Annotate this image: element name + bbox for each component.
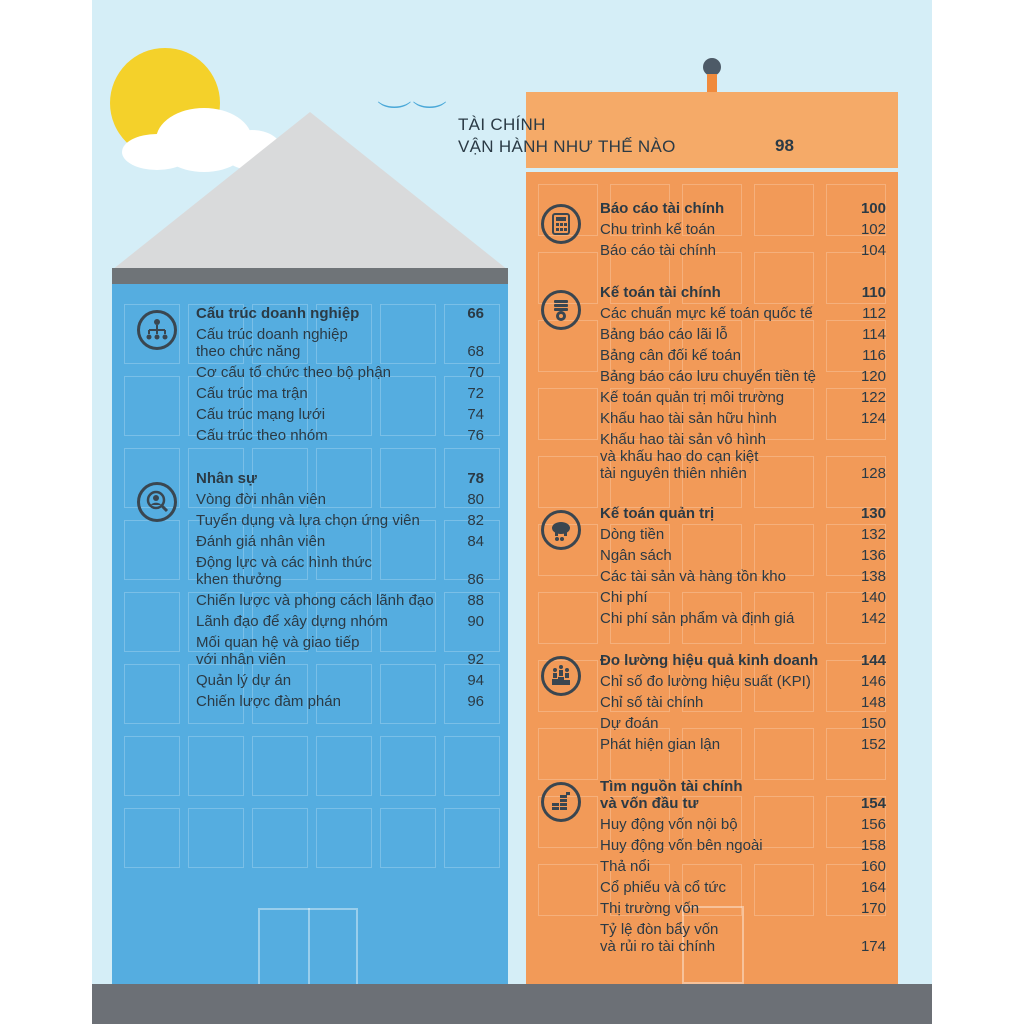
- toc-entry: [600, 326, 886, 343]
- calculator-icon: [541, 204, 581, 244]
- building-door-split: [308, 908, 310, 988]
- window-pane: [538, 864, 598, 916]
- toc-entry-page: 120: [860, 368, 886, 385]
- window-pane: [124, 808, 180, 868]
- toc-entry-page: 128: [860, 465, 886, 482]
- toc-entry-page: 76: [467, 427, 484, 444]
- toc-entry: [600, 431, 886, 482]
- coin-stack-icon: [541, 290, 581, 330]
- finance-title-line2: VẬN HÀNH NHƯ THẾ NÀO: [458, 137, 676, 156]
- toc-entry-page: 150: [860, 715, 886, 732]
- window-pane: [124, 736, 180, 796]
- toc-entry: [196, 592, 484, 609]
- toc-entry: [600, 816, 886, 833]
- toc-section-heading: [196, 305, 484, 322]
- finance-section-title: [458, 114, 676, 158]
- toc-entry-page: 88: [467, 592, 484, 609]
- toc-entry-page: 116: [862, 347, 886, 364]
- toc-entry-page: 160: [860, 858, 886, 875]
- toc-entry-title: Tỷ lệ đòn bẩy vốn và rủi ro tài chính: [600, 921, 719, 955]
- toc-entry-title: Cổ phiếu và cổ tức: [600, 879, 726, 896]
- window-pane: [316, 808, 372, 868]
- toc-entry-title: Bảng báo cáo lãi lỗ: [600, 326, 728, 343]
- toc-entry: [196, 326, 484, 360]
- toc-entry-page: 80: [467, 491, 484, 508]
- toc-entry-title: Tuyển dụng và lựa chọn ứng viên: [196, 512, 420, 529]
- window-pane: [538, 592, 598, 644]
- window-pane: [252, 736, 308, 796]
- toc-entry-title: Kế toán quản trị môi trường: [600, 389, 785, 406]
- toc-entry-title: Dự đoán: [600, 715, 659, 732]
- toc-entry-title: Ngân sách: [600, 547, 672, 564]
- toc-entry-page: 94: [467, 672, 484, 689]
- toc-entry-page: 84: [467, 533, 484, 550]
- finance-title-line1: TÀI CHÍNH: [458, 115, 546, 134]
- toc-entry-page: 74: [467, 406, 484, 423]
- window-pane: [124, 592, 180, 652]
- window-pane: [188, 736, 244, 796]
- toc-entry-page: 96: [467, 693, 484, 710]
- window-pane: [380, 736, 436, 796]
- toc-entry: [600, 736, 886, 753]
- house-roof: [112, 112, 508, 270]
- toc-entry: [196, 613, 484, 630]
- toc-entry-title: Các tài sản và hàng tồn kho: [600, 568, 786, 585]
- toc-entry: [600, 568, 886, 585]
- toc-entry-title: Bảng cân đối kế toán: [600, 347, 741, 364]
- toc-entry: [196, 693, 484, 710]
- window-pane: [124, 664, 180, 724]
- toc-section-heading: [600, 505, 886, 522]
- toc-entry: [600, 221, 886, 238]
- toc-section-heading: [196, 470, 484, 487]
- toc-entry-page: 174: [860, 938, 886, 955]
- toc-entry-title: Phát hiện gian lận: [600, 736, 721, 753]
- toc-entry: [196, 406, 484, 423]
- toc-entry: [196, 533, 484, 550]
- toc-entry: [600, 900, 886, 917]
- window-pane: [538, 456, 598, 508]
- toc-entry-title: Cấu trúc ma trận: [196, 385, 308, 402]
- toc-entry-title: Động lực và các hình thức khen thưởng: [196, 554, 373, 588]
- toc-entry-page: 132: [860, 526, 886, 543]
- toc-entry-page: 114: [862, 326, 886, 343]
- toc-entry: [196, 364, 484, 381]
- toc-entry-page: 100: [860, 200, 886, 217]
- toc-entry-page: 112: [862, 305, 886, 322]
- toc-entry-page: 104: [860, 242, 886, 259]
- toc-entry-title: Lãnh đạo để xây dựng nhóm: [196, 613, 388, 630]
- toc-entry: [600, 673, 886, 690]
- roof-eave: [112, 268, 508, 284]
- toc-entry-page: 158: [860, 837, 886, 854]
- antenna-pole: [707, 74, 717, 94]
- window-pane: [188, 808, 244, 868]
- toc-entry-page: 102: [860, 221, 886, 238]
- window-pane: [538, 388, 598, 440]
- toc-entry-title: Đo lường hiệu quả kinh doanh: [600, 652, 819, 669]
- window-pane: [124, 520, 180, 580]
- toc-entry-page: 86: [467, 571, 484, 588]
- toc-entry-page: 122: [860, 389, 886, 406]
- toc-entry-title: Nhân sự: [196, 470, 257, 487]
- toc-entry: [600, 694, 886, 711]
- toc-entry: [600, 921, 886, 955]
- toc-section-heading: [600, 284, 886, 301]
- toc-entry-title: Kế toán tài chính: [600, 284, 721, 301]
- toc-entry: [600, 858, 886, 875]
- bird-icon: ︶︶: [376, 100, 448, 125]
- toc-entry: [600, 837, 886, 854]
- toc-entry-page: 156: [860, 816, 886, 833]
- toc-entry-title: Chiến lược đàm phán: [196, 693, 341, 710]
- ground: [92, 984, 932, 1024]
- coin-tower-icon: [541, 782, 581, 822]
- toc-entry-page: 90: [467, 613, 484, 630]
- toc-entry-title: Báo cáo tài chính: [600, 200, 725, 217]
- toc-entry: [600, 347, 886, 364]
- toc-entry-page: 140: [860, 589, 886, 606]
- toc-entry-page: 146: [860, 673, 886, 690]
- window-pane: [444, 736, 500, 796]
- toc-entry: [196, 634, 484, 668]
- toc-entry: [600, 715, 886, 732]
- window-pane: [316, 736, 372, 796]
- toc-entry: [600, 389, 886, 406]
- toc-entry-page: 170: [860, 900, 886, 917]
- person-search-icon: [137, 482, 177, 522]
- toc-entry: [600, 547, 886, 564]
- window-pane: [380, 808, 436, 868]
- toc-entry: [600, 879, 886, 896]
- window-pane: [252, 808, 308, 868]
- window-pane: [538, 728, 598, 780]
- toc-entry: [600, 242, 886, 259]
- toc-entry-page: 124: [860, 410, 886, 427]
- toc-entry-page: 66: [467, 305, 484, 322]
- org-chart-icon: [137, 310, 177, 350]
- toc-entry: [196, 554, 484, 588]
- window-pane: [444, 808, 500, 868]
- toc-entry-title: Khấu hao tài sản vô hình và khấu hao do cạn kiệt tài nguyên thiên nhiên: [600, 431, 766, 482]
- toc-entry-page: 148: [860, 694, 886, 711]
- toc-entry-page: 164: [860, 879, 886, 896]
- toc-entry: [196, 512, 484, 529]
- toc-entry-title: Huy động vốn bên ngoài: [600, 837, 763, 854]
- toc-entry-page: 68: [467, 343, 484, 360]
- toc-entry-page: 110: [861, 284, 886, 301]
- toc-entry: [196, 385, 484, 402]
- toc-entry-page: 152: [860, 736, 886, 753]
- toc-entry: [600, 410, 886, 427]
- toc-entry-title: Thị trường vốn: [600, 900, 700, 917]
- toc-entry-page: 136: [860, 547, 886, 564]
- toc-entry: [196, 427, 484, 444]
- toc-entry-title: Chi phí sản phẩm và định giá: [600, 610, 795, 627]
- toc-entry-title: Cấu trúc doanh nghiệp theo chức năng: [196, 326, 348, 360]
- toc-entry-title: Quản lý dự án: [196, 672, 292, 689]
- toc-entry: [196, 491, 484, 508]
- toc-entry-page: 142: [860, 610, 886, 627]
- toc-entry: [600, 589, 886, 606]
- toc-entry: [196, 672, 484, 689]
- toc-entry: [600, 368, 886, 385]
- toc-entry-title: Các chuẩn mực kế toán quốc tế: [600, 305, 813, 322]
- toc-entry: [600, 305, 886, 322]
- toc-entry-title: Cấu trúc theo nhóm: [196, 427, 328, 444]
- toc-section-heading: [600, 778, 886, 812]
- toc-entry-page: 154: [860, 795, 886, 812]
- toc-entry-title: Vòng đời nhân viên: [196, 491, 326, 508]
- toc-entry-title: Khấu hao tài sản hữu hình: [600, 410, 777, 427]
- toc-entry-title: Chỉ số đo lường hiệu suất (KPI): [600, 673, 811, 690]
- toc-entry-title: Chi phí: [600, 589, 648, 606]
- toc-entry-title: Cấu trúc doanh nghiệp: [196, 305, 360, 322]
- finance-section-page: 98: [775, 136, 794, 155]
- toc-entry-title: Mối quan hệ và giao tiếp với nhân viên: [196, 634, 360, 668]
- toc-entry-title: Huy động vốn nội bộ: [600, 816, 738, 833]
- toc-entry-page: 78: [467, 470, 484, 487]
- toc-entry-page: 138: [860, 568, 886, 585]
- podium-people-icon: [541, 656, 581, 696]
- toc-entry-title: Tìm nguồn tài chính và vốn đầu tư: [600, 778, 743, 812]
- toc-entry-page: 70: [467, 364, 484, 381]
- toc-entry-title: Dòng tiền: [600, 526, 665, 543]
- piggy-bank-icon: [541, 510, 581, 550]
- toc-entry-page: 82: [467, 512, 484, 529]
- toc-entry-title: Kế toán quản trị: [600, 505, 715, 522]
- toc-entry: [600, 526, 886, 543]
- toc-entry-title: Bảng báo cáo lưu chuyển tiền tệ: [600, 368, 817, 385]
- toc-entry-page: 92: [467, 651, 484, 668]
- toc-entry-page: 72: [467, 385, 484, 402]
- toc-entry-title: Chu trình kế toán: [600, 221, 716, 238]
- toc-entry-page: 144: [860, 652, 886, 669]
- toc-entry-title: Đánh giá nhân viên: [196, 533, 326, 550]
- toc-section-heading: [600, 652, 886, 669]
- toc-entry-title: Cấu trúc mạng lưới: [196, 406, 326, 423]
- toc-section-heading: [600, 200, 886, 217]
- window-pane: [124, 376, 180, 436]
- toc-entry-title: Thả nổi: [600, 858, 651, 875]
- toc-entry-title: Cơ cấu tổ chức theo bộ phận: [196, 364, 391, 381]
- toc-entry-title: Chiến lược và phong cách lãnh đạo: [196, 592, 434, 609]
- toc-entry: [600, 610, 886, 627]
- toc-entry-title: Chỉ số tài chính: [600, 694, 704, 711]
- toc-entry-page: 130: [860, 505, 886, 522]
- toc-entry-title: Báo cáo tài chính: [600, 242, 716, 259]
